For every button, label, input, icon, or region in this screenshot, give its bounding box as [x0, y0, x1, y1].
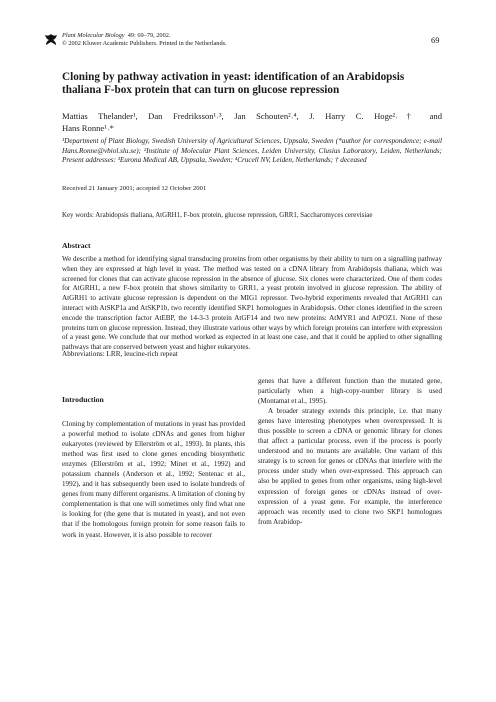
journal-volume: 49: 69–79, 2002.: [127, 32, 171, 39]
page-number: 69: [431, 35, 440, 45]
copyright-line: © 2002 Kluwer Academic Publishers. Printed in the Netherlands.: [62, 40, 227, 48]
journal-header: [62, 32, 227, 48]
right-column: [258, 376, 442, 527]
author-list-line-2: Hans Ronne¹˒*: [62, 123, 114, 133]
title-line-2: thaliana F-box protein that can turn on glucose repression: [62, 84, 340, 97]
received-dates: Received 21 January 2001; accepted 12 October 2001: [62, 185, 207, 192]
abbreviations: Abbreviations: LRR, leucine-rich repeat: [62, 350, 178, 358]
introduction-paragraph-1: Cloning by complementation of mutations in yeast has provided a powerful method to isolate cDNAs and genes from higher eukaryotes (reviewed by Ellerström et al., 1993). In plants, this method was first used to clone genes encoding biosynthetic enzymes (Ellerström et al., 1992; Minet et al., 1992) and potassium channels (Anderson et al., 1992; Sentenac et al., 1992), and it has subsequently been used to isolate hundreds of genes from many different organisms. A limitation of cloning by complementation is that one will sometimes only find what one is looking for (the gene that is mutated in yeast), and not even that if the homologous foreign protein for some reason fails to work in yeast. However, it is also possible to recover: [62, 420, 245, 539]
abstract-heading: Abstract: [62, 241, 91, 250]
abstract-text: We describe a method for identifying signal transducing proteins from other organisms by their ability to turn on a signalling pathway when they are expressed at high level in yeast. The method was tested on a cDNA library from Arabidopsis thaliana, which was screened for clones that can activate glucose repression in the absence of glucose. Six clones were characterized. One of them codes for AtGRH1, a new F-box protein that shows similarity to GRR1, a yeast protein involved in glucose repression. The ability of AtGRH1 to activate glucose repression is dependent on the MIG1 repressor. Two-hybrid experiments revealed that AtGRH1 can interact with AtSKP1a and AtSKP1b, two recently identified SKP1 homologues in Arabidopsis. Other clones identified in the screen encode the transcription factor AtEBP, the 14-3-3 protein AtGF14 and two new proteins: AtMYR1 and AtPOZ1. None of these proteins turn on glucose repression. Instead, they illustrate various other ways by which foreign proteins can interfere with expression of a yeast gene. We conclude that our method worked as expected in at least one case, and that it could be applied to other signalling pathways that are conserved between yeast and higher eukaryotes.: [62, 255, 442, 352]
introduction-paragraph-continued: genes that have a different function than the mutated gene, particularly when a high-copy-number library is used (Montamat et al., 1995).: [258, 377, 442, 406]
left-column: [62, 395, 245, 540]
paper-title: [62, 71, 442, 97]
introduction-paragraph-2: A broader strategy extends this principle, i.e. that many genes have interesting phenotypes when overexpressed. It is thus possible to screen a cDNA or genomic library for clones that affect a particular process, even if the process is poorly understood and no mutants are available. One variant of this strategy is to screen for genes or cDNAs that interfere with the process under study when over-expressed. This approach can also be applied to genes from other organisms, using high-level expression of foreign genes or cDNAs instead of over-expression of a yeast gene. For example, the interference approach was recently used to clone two SKP1 homologues from Arabidop-: [258, 407, 442, 526]
keywords: Key words: Arabidopsis thaliana, AtGRH1, F-box protein, glucose repression, GRR1, Saccharomyces cerevisiae: [62, 212, 373, 219]
introduction-heading: Introduction: [62, 395, 104, 404]
title-line-1: Cloning by pathway activation in yeast: identification of an Arabidopsis: [62, 71, 405, 83]
author-list-line-1: Mattias Thelander¹, Dan Fredriksson¹˒³, Jan Schouten²˒⁴, J. Harry C. Hoge²˒† and: [62, 111, 442, 121]
publisher-logo-icon: [44, 33, 58, 47]
journal-name: Plant Molecular Biology: [62, 32, 125, 39]
affiliations: ¹Department of Plant Biology, Swedish University of Agricultural Sciences, Uppsala, Sweden (*author for correspondence; e-mail Hans.Ronne@vbiol.slu.se); ²Institute of Molecular Plant Sciences, Leiden University, Clusius Laboratory, Leiden, Netherlands; Present addresses: ³Eurona Medical AB, Uppsala, Sweden; ⁴Crucell NV, Leiden, Netherlands; † deceased: [62, 137, 442, 165]
